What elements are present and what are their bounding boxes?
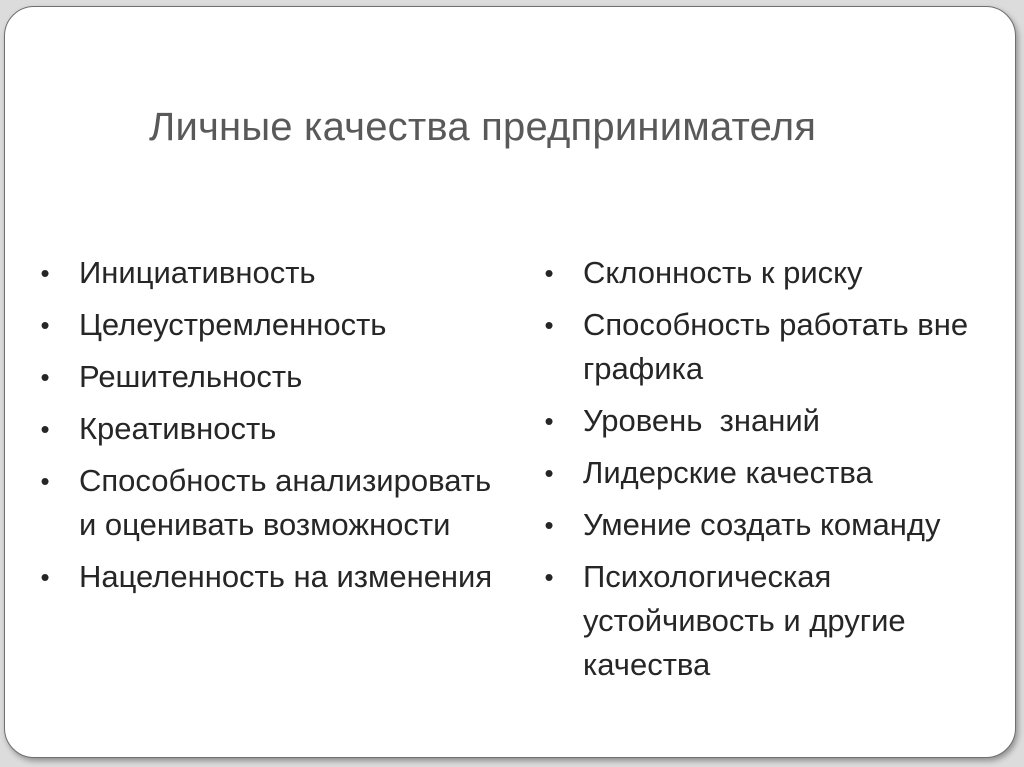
slide (4, 6, 1016, 758)
list-item-text: Психологическая устойчивость и другие качества (583, 559, 906, 682)
list-item-text: Креативность (79, 411, 277, 446)
left-bullet-list (31, 251, 501, 607)
bullet-icon: • (544, 310, 554, 340)
list-item-text: Нацеленность на изменения (79, 559, 493, 594)
list-item (535, 251, 1013, 295)
list-item-text: Склонность к риску (583, 255, 863, 290)
list-item (535, 555, 1013, 687)
bullet-icon: • (544, 562, 554, 592)
list-item (535, 503, 1013, 547)
bullet-icon: • (544, 406, 554, 436)
list-item (31, 251, 501, 295)
list-item-text: Способность работать вне графика (583, 307, 969, 386)
bullet-icon: • (544, 510, 554, 540)
right-bullet-list (535, 251, 1013, 695)
slide-title: Личные качества предпринимателя (149, 105, 817, 149)
bullet-icon: • (40, 362, 50, 392)
list-item (31, 407, 501, 451)
bullet-icon: • (40, 562, 50, 592)
bullet-icon: • (40, 466, 50, 496)
bullet-icon: • (40, 258, 50, 288)
bullet-icon: • (40, 310, 50, 340)
list-item (535, 399, 1013, 443)
list-item-text: Уровень знаний (583, 403, 820, 438)
bullet-icon: • (40, 414, 50, 444)
list-item-text: Целеустремленность (79, 307, 387, 342)
list-item (31, 355, 501, 399)
list-item (31, 303, 501, 347)
bullet-icon: • (544, 458, 554, 488)
list-item-text: Способность анализировать и оценивать возможности (79, 463, 492, 542)
list-item-text: Инициативность (79, 255, 316, 290)
list-item-text: Лидерские качества (583, 455, 873, 490)
bullet-icon: • (544, 258, 554, 288)
list-item-text: Умение создать команду (583, 507, 941, 542)
list-item-text: Решительность (79, 359, 303, 394)
list-item (31, 555, 501, 599)
list-item (31, 459, 501, 547)
list-item (535, 303, 1013, 391)
list-item (535, 451, 1013, 495)
